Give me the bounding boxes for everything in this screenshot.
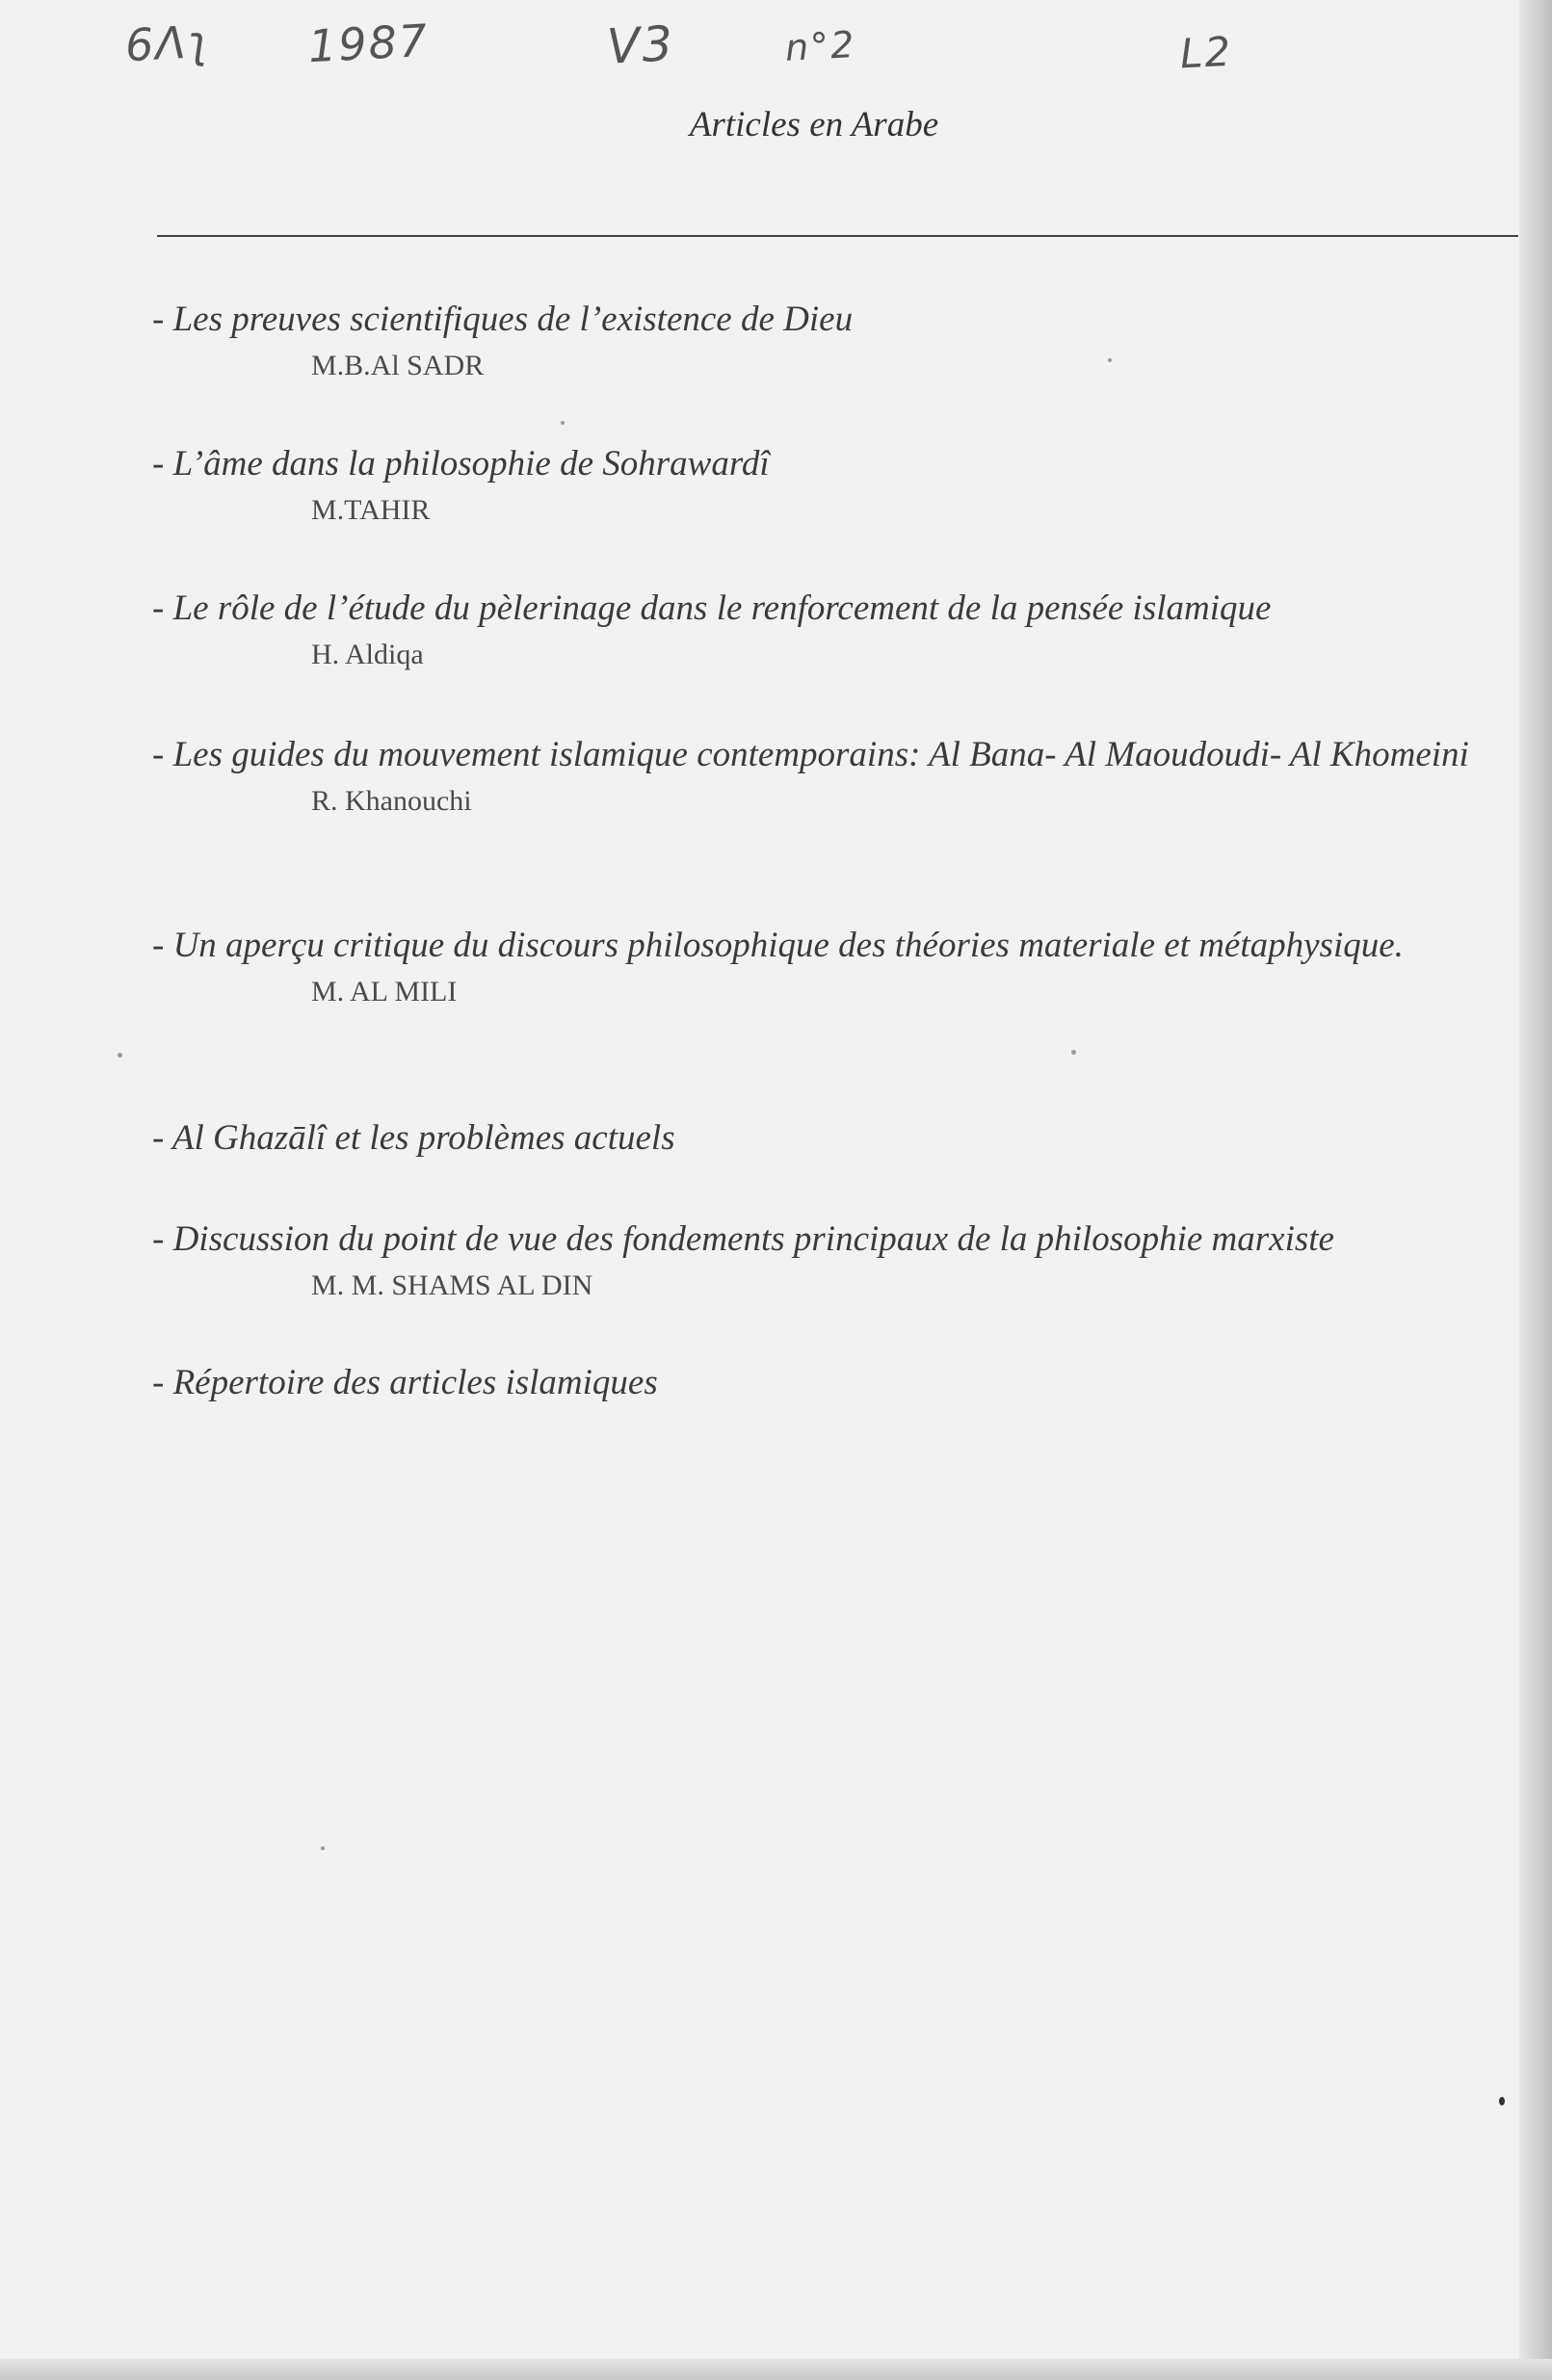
toc-entry bbox=[152, 295, 1520, 387]
article-author: M. AL MILI bbox=[311, 976, 458, 1007]
handwritten-number: n°2 bbox=[783, 23, 857, 69]
scan-speck bbox=[1499, 2097, 1505, 2105]
handwritten-language-code: L2 bbox=[1178, 27, 1234, 78]
toc-entry bbox=[152, 730, 1520, 823]
page-edge-shadow bbox=[1519, 0, 1552, 2380]
handwritten-note: 6Λʅ bbox=[123, 14, 212, 72]
toc-entry bbox=[152, 1113, 1520, 1164]
article-author: M.TAHIR bbox=[311, 494, 431, 526]
page-bottom-edge bbox=[0, 2359, 1552, 2380]
scan-speck bbox=[321, 1846, 325, 1850]
toc-entry bbox=[152, 584, 1520, 676]
article-title: - Les guides du mouvement islamique contemporains: Al Bana- Al Maoudoudi- Al Khomeini bbox=[152, 735, 1469, 774]
article-title: - L’âme dans la philosophie de Sohrawardî bbox=[152, 444, 770, 484]
article-title: - Un aperçu critique du discours philosophique des théories materiale et métaphysique. bbox=[152, 926, 1404, 965]
article-title: - Al Ghazālî et les problèmes actuels bbox=[152, 1118, 675, 1158]
toc-entry bbox=[152, 1358, 1520, 1408]
article-title: - Répertoire des articles islamiques bbox=[152, 1363, 658, 1402]
handwritten-annotations bbox=[116, 13, 1320, 85]
toc-entry bbox=[152, 439, 1520, 532]
handwritten-volume: V3 bbox=[605, 15, 676, 75]
title-divider bbox=[157, 235, 1518, 237]
article-author: M. M. SHAMS AL DIN bbox=[311, 1269, 593, 1301]
article-author: M.B.Al SADR bbox=[311, 350, 485, 381]
section-title: Articles en Arabe bbox=[689, 105, 939, 144]
handwritten-year: 1987 bbox=[306, 13, 431, 73]
article-author: H. Aldiqa bbox=[311, 639, 424, 670]
article-title: - Discussion du point de vue des fondements principaux de la philosophie marxiste bbox=[152, 1219, 1334, 1259]
scan-speck bbox=[118, 1053, 122, 1058]
article-title: - Le rôle de l’étude du pèlerinage dans le renforcement de la pensée islamique bbox=[152, 588, 1272, 628]
article-author: R. Khanouchi bbox=[311, 785, 472, 817]
article-title: - Les preuves scientifiques de l’existence de Dieu bbox=[152, 300, 854, 339]
scan-speck bbox=[1071, 1050, 1076, 1055]
toc-entry bbox=[152, 1215, 1520, 1307]
toc-entry bbox=[152, 921, 1520, 1013]
scan-speck bbox=[1108, 358, 1112, 362]
scan-speck bbox=[561, 421, 565, 425]
